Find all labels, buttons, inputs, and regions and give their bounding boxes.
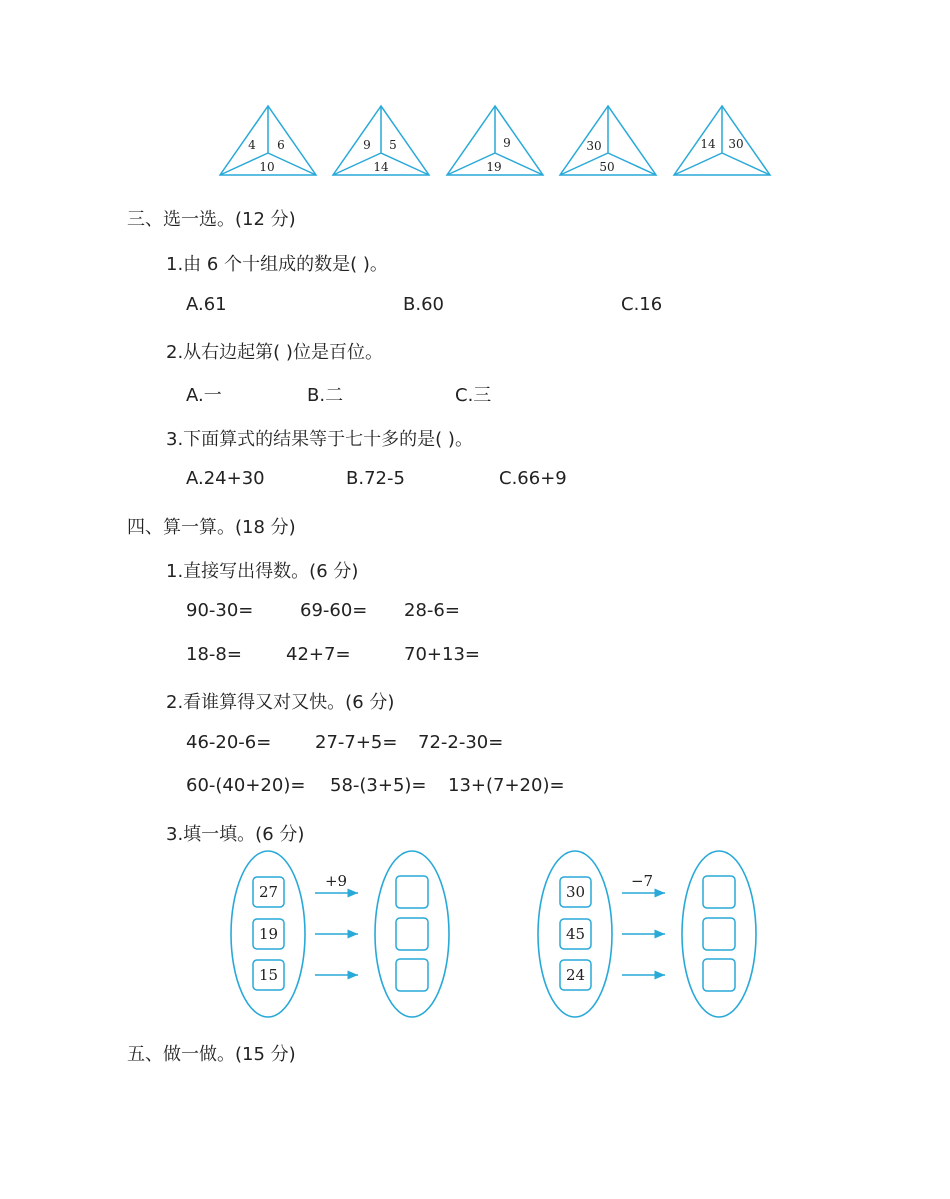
- question-3-2-stem: 2.从右边起第( )位是百位。: [166, 342, 383, 363]
- part-4-2-title: 2.看谁算得又对又快。(6 分): [166, 692, 395, 713]
- input-value: 27: [258, 883, 279, 901]
- calc-item: 18-8=: [186, 644, 242, 665]
- triangle-1-left: 4: [248, 138, 256, 152]
- calc-item: 70+13=: [404, 644, 480, 665]
- input-box: [253, 919, 284, 949]
- calc-item: 42+7=: [286, 644, 351, 665]
- section-3-heading: 三、选一选。(12 分): [127, 209, 296, 230]
- triangle-5-right: 30: [728, 137, 744, 151]
- triangle-1-right: 6: [277, 138, 285, 152]
- input-box: [253, 877, 284, 907]
- triangle-5: [674, 106, 770, 175]
- triangle-2-right: 5: [389, 138, 397, 152]
- triangle-3-right: 9: [503, 136, 511, 150]
- triangle-4-left: 30: [586, 139, 602, 153]
- question-3-1-stem: 1.由 6 个十组成的数是( )。: [166, 254, 388, 275]
- right-input-oval: [538, 851, 612, 1017]
- calc-item: 60-(40+20)=: [186, 775, 306, 796]
- input-box: [560, 960, 591, 990]
- question-3-3-option-b[interactable]: B.72-5: [346, 468, 405, 489]
- triangle-3-bottom: 19: [486, 160, 502, 174]
- input-value: 30: [565, 883, 586, 901]
- triangle-2-bottom: 14: [373, 160, 389, 174]
- calc-item: 46-20-6=: [186, 732, 272, 753]
- input-value: 15: [258, 966, 279, 984]
- question-3-1-option-b[interactable]: B.60: [403, 294, 444, 315]
- section-5-heading: 五、做一做。(15 分): [127, 1044, 296, 1065]
- number-triangles: [0, 0, 950, 200]
- question-3-2-option-c[interactable]: C.三: [455, 385, 492, 406]
- calc-item: 13+(7+20)=: [448, 775, 565, 796]
- question-3-3-stem: 3.下面算式的结果等于七十多的是( )。: [166, 429, 473, 450]
- part-4-1-title: 1.直接写出得数。(6 分): [166, 561, 359, 582]
- answer-box: [703, 959, 735, 991]
- input-value: 19: [258, 925, 279, 943]
- input-box: [560, 919, 591, 949]
- answer-box: [703, 876, 735, 908]
- input-value: 45: [565, 925, 586, 943]
- answer-box: [396, 918, 428, 950]
- question-3-1-option-c[interactable]: C.16: [621, 294, 663, 315]
- input-value: 24: [565, 966, 586, 984]
- calc-item: 69-60=: [300, 600, 368, 621]
- calc-item: 27-7+5=: [315, 732, 398, 753]
- calc-item: 72-2-30=: [418, 732, 504, 753]
- triangle-1-bottom: 10: [259, 160, 275, 174]
- question-3-2-option-b[interactable]: B.二: [307, 385, 344, 406]
- question-3-1-option-a[interactable]: A.61: [186, 294, 227, 315]
- answer-box: [396, 876, 428, 908]
- triangle-4-bottom: 50: [599, 160, 615, 174]
- left-output-oval: [375, 851, 449, 1017]
- input-box: [560, 877, 591, 907]
- left-input-oval: [231, 851, 305, 1017]
- calc-item: 58-(3+5)=: [330, 775, 427, 796]
- input-box: [253, 960, 284, 990]
- calc-item: 90-30=: [186, 600, 254, 621]
- question-3-3-option-c[interactable]: C.66+9: [499, 468, 567, 489]
- triangle-5-left: 14: [700, 137, 716, 151]
- answer-box: [396, 959, 428, 991]
- section-4-heading: 四、算一算。(18 分): [127, 517, 296, 538]
- right-output-oval: [682, 851, 756, 1017]
- question-3-3-option-a[interactable]: A.24+30: [186, 468, 265, 489]
- part-4-3-title: 3.填一填。(6 分): [166, 824, 305, 845]
- operation-label: −7: [630, 872, 654, 890]
- triangle-2-left: 9: [363, 138, 371, 152]
- operation-label: +9: [324, 872, 348, 890]
- answer-box: [703, 918, 735, 950]
- question-3-2-option-a[interactable]: A.一: [186, 385, 222, 406]
- calc-item: 28-6=: [404, 600, 460, 621]
